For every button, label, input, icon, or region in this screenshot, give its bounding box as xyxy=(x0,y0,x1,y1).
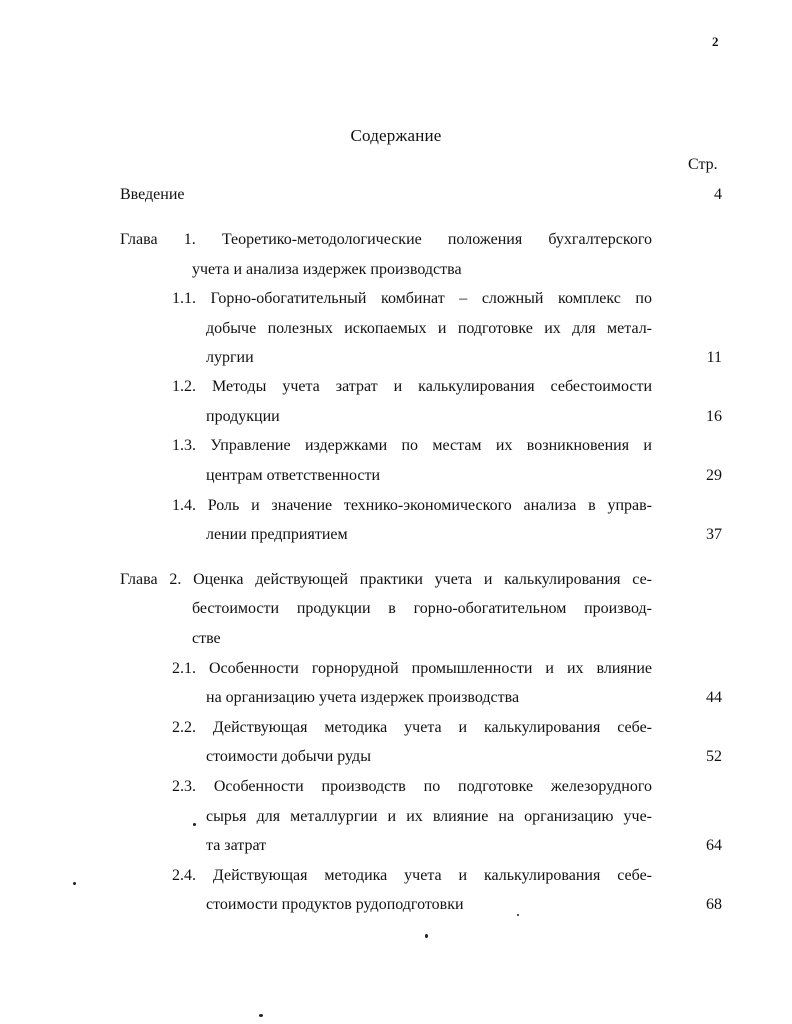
scan-speck xyxy=(73,882,76,885)
section-1-1-page: 11 xyxy=(706,349,722,366)
section-1-3-line-2: центрам ответственности xyxy=(206,467,381,484)
chapter-2-line-3: стве xyxy=(192,630,221,647)
section-1-2-line-2: продукции xyxy=(206,408,280,425)
page-column-label: Стр. xyxy=(688,156,718,173)
scan-speck xyxy=(259,1014,263,1017)
section-2-3-line-3: та затрат xyxy=(206,837,267,854)
intro-page: 4 xyxy=(714,186,722,203)
chapter-1-line-2: учета и анализа издержек производства xyxy=(192,261,462,278)
section-1-1-line-2: добыче полезных ископаемых и подготовке их для метал- xyxy=(206,320,652,337)
section-2-4-page: 68 xyxy=(706,896,722,913)
chapter-2-line-2: бестоимости продукции в горно-обогатительном производ- xyxy=(192,600,652,617)
scan-speck xyxy=(193,823,196,826)
page-title: Содержание xyxy=(350,126,442,145)
section-1-1-line-3: лургии xyxy=(206,349,254,366)
section-2-2-line-2: стоимости добычи руды xyxy=(206,748,371,765)
section-2-1-line-1: 2.1. Особенности горнорудной промышленности и их влияние xyxy=(172,660,652,677)
section-1-3-line-1: 1.3. Управление издержками по местам их возникновения и xyxy=(172,437,652,454)
intro-label: Введение xyxy=(120,186,185,203)
section-2-4-line-2: стоимости продуктов рудоподготовки xyxy=(206,896,464,913)
scan-speck xyxy=(517,914,519,916)
chapter-2-line-1: Глава 2. Оценка действующей практики учета и калькулирования се- xyxy=(120,571,652,588)
section-1-1-line-1: 1.1. Горно-обогатительный комбинат – сложный комплекс по xyxy=(172,290,652,307)
scan-speck xyxy=(425,934,428,938)
section-1-4-line-1: 1.4. Роль и значение технико-экономического анализа в управ- xyxy=(172,497,652,514)
section-1-4-line-2: лении предприятием xyxy=(206,526,348,543)
page-number: 2 xyxy=(712,34,719,49)
section-2-3-line-2: сырья для металлургии и их влияние на организацию уче- xyxy=(206,808,652,825)
section-2-2-page: 52 xyxy=(706,748,722,765)
section-2-3-line-1: 2.3. Особенности производств по подготовке железорудного xyxy=(172,778,652,795)
section-1-2-page: 16 xyxy=(706,408,722,425)
section-1-3-page: 29 xyxy=(706,467,722,484)
section-2-1-line-2: на организацию учета издержек производства xyxy=(206,689,520,706)
section-2-3-page: 64 xyxy=(706,837,722,854)
section-2-1-page: 44 xyxy=(706,689,722,706)
section-1-2-line-1: 1.2. Методы учета затрат и калькулирования себестоимости xyxy=(172,378,652,395)
section-2-2-line-1: 2.2. Действующая методика учета и калькулирования себе- xyxy=(172,719,652,736)
section-2-4-line-1: 2.4. Действующая методика учета и калькулирования себе- xyxy=(172,867,652,884)
chapter-1-line-1: Глава 1. Теоретико-методологические положения бухгалтерского xyxy=(120,231,652,248)
section-1-4-page: 37 xyxy=(706,526,722,543)
